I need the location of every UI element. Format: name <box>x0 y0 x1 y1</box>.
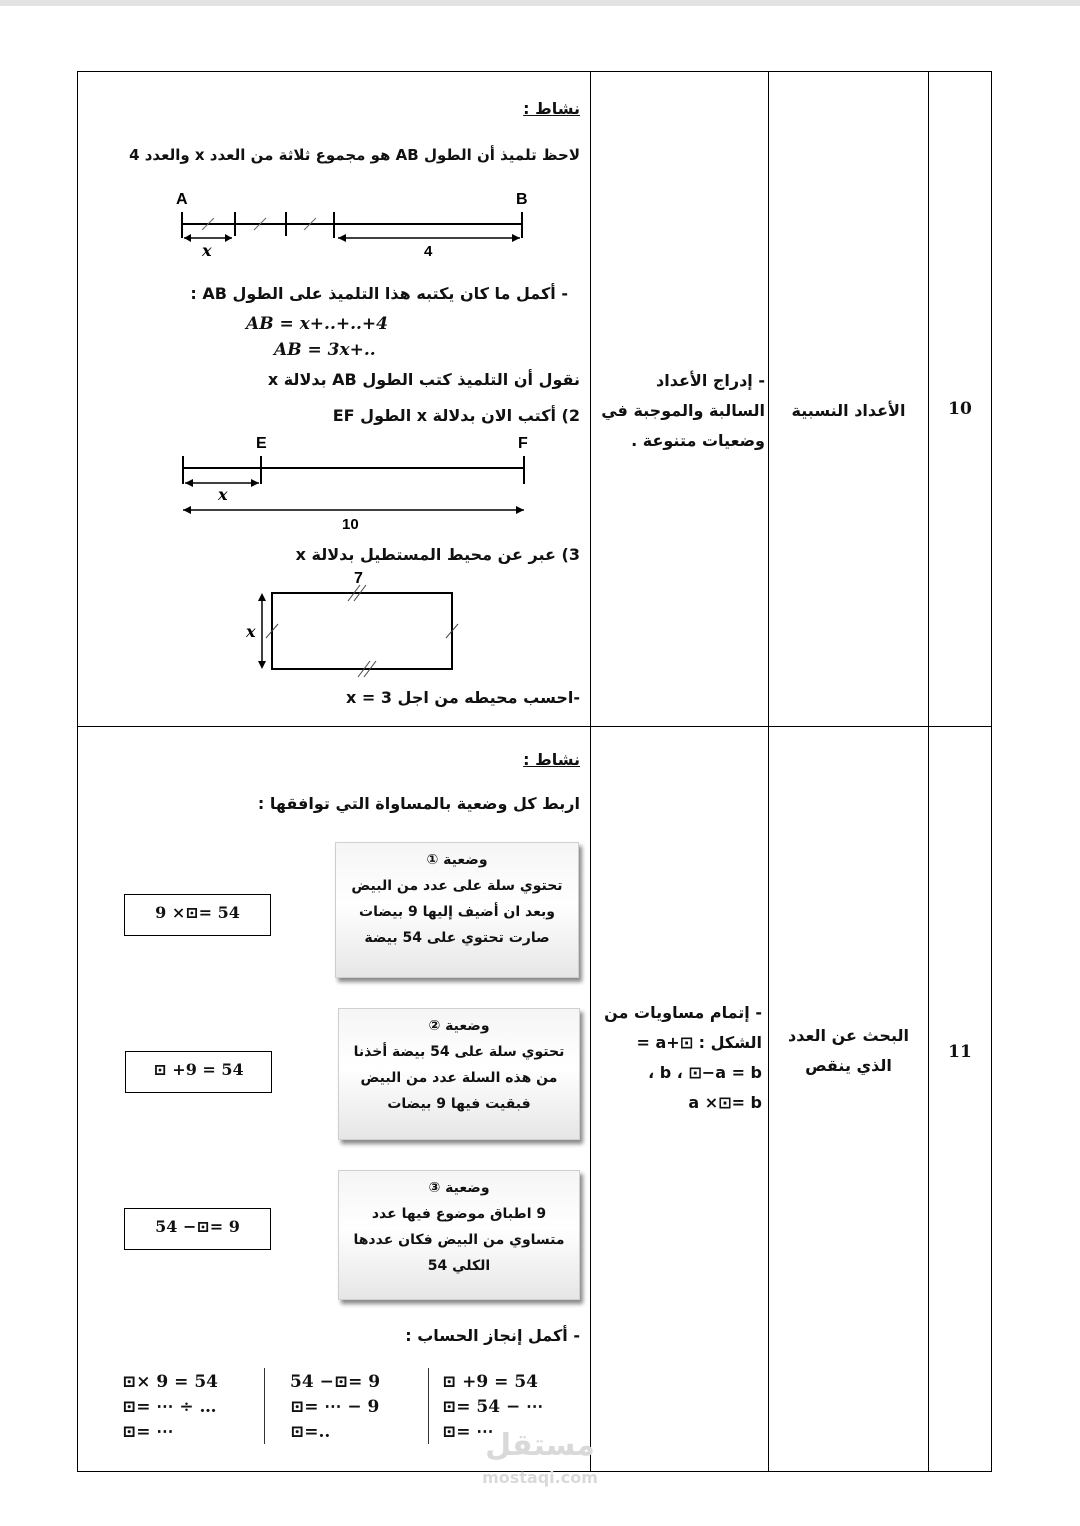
top-bar <box>0 0 1080 6</box>
rect-side-label: x <box>246 622 256 641</box>
label-ex: x <box>218 485 228 504</box>
complete-calc-title: - أكمل إنجاز الحساب : <box>405 1326 580 1345</box>
activity-title: نشاط : <box>523 99 580 118</box>
equation-ab-2: AB = 3x+.. <box>274 340 376 360</box>
complete-prompt: - أكمل ما كان يكتبه هذا التلميذ على الطول AB : <box>190 284 568 303</box>
watermark-logo: مستقل <box>485 1428 595 1463</box>
row-number-11: 11 <box>948 1042 972 1062</box>
topic-missing-number: البحث عن العدد الذي ينقص <box>788 1026 909 1075</box>
segment-ef-diagram <box>170 428 540 538</box>
equation-box-2: ⊡ +9 = 54 <box>125 1051 272 1093</box>
watermark-url: mostaqi.com <box>482 1468 598 1487</box>
label-f: F <box>518 435 528 452</box>
rectangle-diagram <box>240 566 480 678</box>
objective-10: - إدراج الأعداد السالبة والموجبة في وضعيات متنوعة . <box>601 371 765 450</box>
segment-ab-diagram <box>160 182 540 262</box>
label-4: 4 <box>424 243 433 260</box>
activity-title-11: نشاط : <box>523 750 580 769</box>
equation-ab-1: AB = x+..+..+4 <box>246 314 389 334</box>
label-e: E <box>256 435 267 452</box>
situation-card-3: وضعية ③ 9 اطباق موضوع فيها عدد متساوي من البيض فكان عددها الكلي 54 <box>338 1170 580 1300</box>
question-perimeter: 3) عبر عن محيط المستطيل بدلالة x <box>295 545 580 564</box>
rect-top-label: 7 <box>354 570 363 587</box>
equation-box-3: 54 −⊡= 9 <box>124 1208 271 1250</box>
label-a: A <box>176 191 188 208</box>
topic-relative-numbers: الأعداد النسبية <box>791 401 906 420</box>
equation-box-1: 9 ×⊡= 54 <box>124 894 271 936</box>
label-10: 10 <box>342 516 359 533</box>
activity-intro-11: اربط كل وضعية بالمساواة التي توافقها : <box>257 794 580 813</box>
row-number-10: 10 <box>948 399 972 419</box>
situation-card-2: وضعية ② تحتوي سلة على 54 بيضة أخذنا من هذه السلة عدد من البيض فبقيت فيها 9 بيضات <box>338 1008 580 1140</box>
situation-card-1: وضعية ① تحتوي سلة على عدد من البيض وبعد ان أضيف إليها 9 بيضات صارت تحتوي على 54 بيضة <box>335 842 579 978</box>
calc-column-add: ⊡ +9 = 54 ⊡= 54 − ⋯ ⊡= ⋯ <box>442 1372 544 1442</box>
note-expression: نقول أن التلميذ كتب الطول AB بدلالة x <box>267 370 580 389</box>
question-ef: 2) أكتب الان بدلالة x الطول EF <box>332 406 580 425</box>
label-b: B <box>516 191 528 208</box>
calc-column-multiply: ⊡× 9 = 54 ⊡= ⋯ ÷ … ⊡= ⋯ <box>122 1372 218 1442</box>
question-compute: -احسب محيطه من اجل x = 3 <box>345 688 580 707</box>
calc-column-subtract: 54 −⊡= 9 ⊡= ⋯ − 9 ⊡=.. <box>290 1372 381 1442</box>
activity-intro: لاحظ تلميذ أن الطول AB هو مجموع ثلاثة من العدد x والعدد 4 <box>129 146 580 164</box>
objective-11: - إتمام مساويات من الشكل : ⊡+a = b ، ⊡−a = b ، a ×⊡= b <box>604 1003 762 1112</box>
label-x: x <box>202 241 212 260</box>
